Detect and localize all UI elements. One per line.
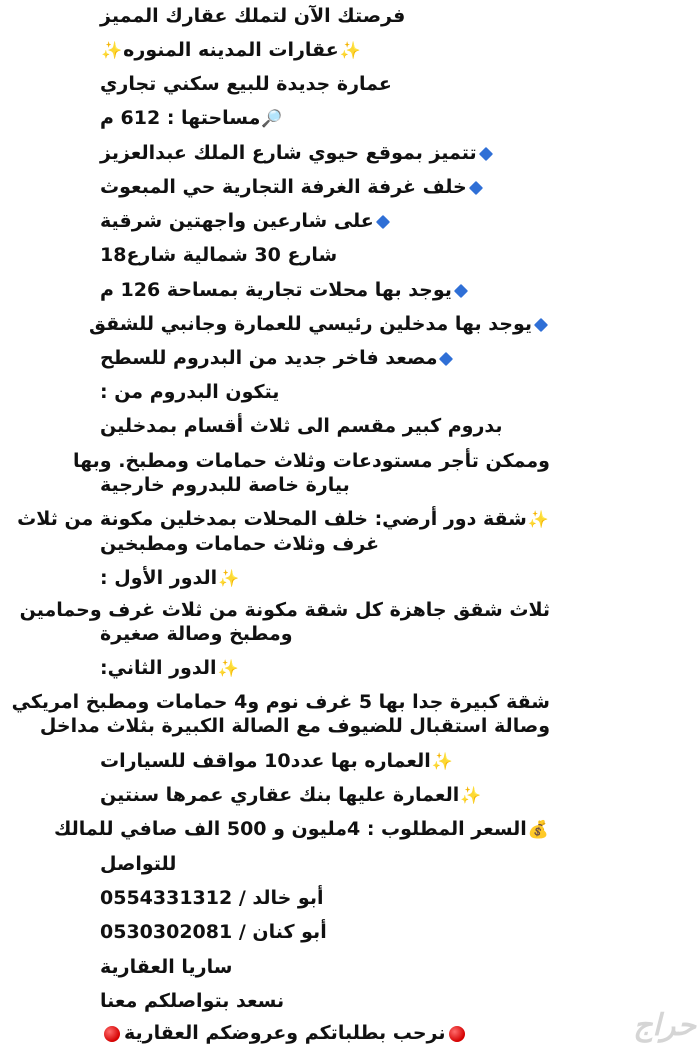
- mortgage-line: ✨العمارة عليها بنك عقاري عمرها سنتين: [100, 784, 482, 806]
- blue-diamond-icon: [479, 146, 493, 160]
- basement-desc-1: بدروم كبير مقسم الى ثلاث أقسام بمدخلين: [100, 415, 503, 437]
- feature-behind-chamber: خلف غرفة الغرفة التجارية حي المبعوث: [100, 175, 550, 199]
- welcome-line: نرحب بطلباتكم وعروضكم العقارية: [100, 1021, 550, 1045]
- feature-entrances: يوجد بها مدخلين رئيسي للعمارة وجانبي للشقق: [100, 312, 550, 336]
- watermark-logo: حراج: [633, 1008, 696, 1043]
- red-circle-icon: [449, 1026, 465, 1042]
- second-floor-1: شقة كبيرة جدا بها 5 غرف نوم و4 حمامات ومطبخ امريكي: [11, 691, 550, 713]
- blue-diamond-icon: [454, 283, 468, 297]
- first-floor-2: ومطبخ وصالة صغيرة: [100, 623, 293, 645]
- contact-abu-khalid: أبو خالد / 0554331312: [100, 887, 324, 909]
- building-type: عمارة جديدة للبيع سكني تجاري: [100, 73, 392, 95]
- area-line: 🔎مساحتها : 612 م: [100, 107, 283, 129]
- sparkle-icon: ✨: [101, 40, 123, 61]
- sparkle-icon: ✨: [217, 658, 239, 679]
- first-floor-heading: ✨الدور الأول :: [100, 567, 240, 589]
- sparkle-icon: ✨: [527, 509, 549, 530]
- second-floor-heading: ✨الدور الثاني:: [100, 657, 239, 679]
- feature-shops: يوجد بها محلات تجارية بمساحة 126 م: [100, 278, 550, 302]
- blue-diamond-icon: [534, 317, 548, 331]
- sparkle-icon: ✨: [339, 40, 361, 61]
- magnifier-icon: 🔎: [261, 108, 283, 129]
- street-widths: شارع 30 شمالية شارع18: [100, 244, 338, 266]
- price-line: 💰السعر المطلوب : 4مليون و 500 الف صافي للمالك: [53, 818, 549, 840]
- blue-diamond-icon: [469, 180, 483, 194]
- basement-desc-2: وممكن تأجر مستودعات وثلاث حمامات ومطبخ. وبها: [72, 450, 550, 472]
- money-bag-icon: 💰: [527, 819, 549, 840]
- parking-line: ✨العماره بها عدد10 مواقف للسيارات: [100, 750, 453, 772]
- sparkle-icon: ✨: [218, 568, 240, 589]
- headline: فرصتك الآن لتملك عقارك المميز: [100, 5, 406, 27]
- blue-diamond-icon: [376, 214, 390, 228]
- closing-line: نسعد بتواصلكم معنا: [100, 990, 285, 1012]
- blue-diamond-icon: [439, 351, 453, 365]
- basement-desc-3: بيارة خاصة للبدروم خارجية: [100, 474, 350, 496]
- contact-abu-kanan: أبو كنان / 0530302081: [100, 921, 327, 943]
- contact-heading: للتواصل: [100, 853, 177, 875]
- feature-two-streets: على شارعين واجهتين شرقية: [100, 209, 550, 233]
- second-floor-2: وصالة استقبال للضيوف مع الصالة الكبيرة بثلاث مداخل: [39, 715, 550, 737]
- ground-floor-1: ✨شقة دور أرضي: خلف المحلات بمدخلين مكونة من ثلاث: [17, 508, 549, 530]
- sparkle-icon: ✨: [431, 751, 453, 772]
- ground-floor-2: غرف وثلاث حمامات ومطبخين: [100, 533, 380, 555]
- basement-heading: يتكون البدروم من :: [100, 381, 280, 403]
- agency-name: ساريا العقارية: [100, 956, 233, 978]
- feature-location: تتميز بموقع حيوي شارع الملك عبدالعزيز: [100, 141, 550, 165]
- sparkle-icon: ✨: [460, 785, 482, 806]
- red-circle-icon: [104, 1026, 120, 1042]
- agency-line: ✨عقارات المدينه المنوره✨: [101, 39, 361, 61]
- first-floor-1: ثلاث شقق جاهزة كل شقة مكونة من ثلاث غرف وحمامين: [19, 599, 550, 621]
- feature-elevator: مصعد فاخر جديد من البدروم للسطح: [100, 346, 550, 370]
